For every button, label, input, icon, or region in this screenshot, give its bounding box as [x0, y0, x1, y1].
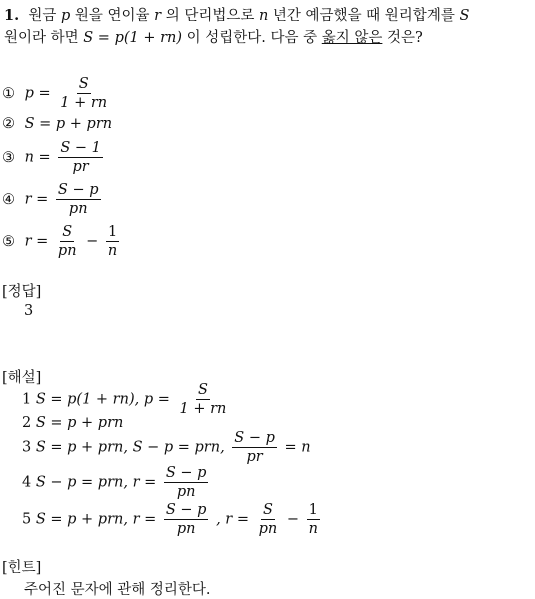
fraction-numerator: S − p: [234, 430, 275, 446]
fraction-numerator: S: [262, 502, 273, 518]
solution-line-number: 5: [22, 511, 32, 528]
fraction-numerator: S − 1: [60, 140, 101, 156]
choice-marker: ②: [2, 116, 15, 132]
solution-expression: = n: [284, 439, 311, 456]
fraction-denominator: n: [107, 243, 118, 259]
fraction-numerator: S: [78, 76, 89, 92]
underlined-phrase: 옳지 않은: [321, 30, 383, 46]
var-S: S: [459, 8, 470, 24]
fraction: [56, 182, 101, 217]
solution-line-1: [22, 382, 231, 417]
fraction-numerator: 1: [308, 502, 318, 518]
fraction-denominator: pn: [68, 201, 88, 217]
solution-expression: S = p + prn: [35, 415, 124, 431]
var-n: n: [258, 8, 269, 24]
question-text: 원금: [28, 8, 57, 24]
fraction: [56, 224, 79, 259]
solution-expression: S = p + prn, S − p = prn,: [35, 439, 225, 456]
fraction-denominator: pr: [246, 449, 263, 465]
fraction-numerator: S: [197, 382, 208, 398]
question-formula: S = p(1 + rn): [83, 30, 183, 46]
fraction-numerator: S − p: [165, 465, 207, 481]
answer-label: [정답]: [2, 284, 42, 300]
hint-label: [힌트]: [2, 560, 42, 576]
question-text: 원이라 하면: [4, 30, 79, 46]
question-text: 이 성립한다. 다음 중: [186, 30, 318, 46]
solution-line-number: 2: [22, 415, 32, 431]
solution-line-2: [22, 415, 123, 431]
fraction: [164, 465, 209, 500]
var-p: p: [60, 8, 71, 24]
choice-5: [2, 224, 122, 259]
choice-3: [2, 140, 106, 175]
answer-value: 3: [24, 303, 34, 319]
choice-marker: ④: [2, 191, 15, 208]
minus-sign: −: [86, 233, 99, 250]
fraction-denominator: pn: [176, 521, 196, 537]
minus-sign: −: [286, 511, 299, 528]
fraction-numerator: S − p: [165, 502, 207, 518]
solution-expression: S = p(1 + rn), p =: [35, 391, 170, 408]
question-line-1: [4, 4, 469, 25]
choice-2: [2, 116, 112, 132]
fraction-denominator: 1 + rn: [60, 95, 108, 111]
fraction-numerator: 1: [107, 224, 118, 240]
fraction: [164, 502, 209, 537]
choice-lhs: r =: [24, 191, 49, 208]
question-line-2: [4, 26, 423, 47]
solution-line-number: 3: [22, 439, 32, 456]
fraction: [257, 502, 280, 537]
question-text: 의 단리법으로: [165, 8, 255, 24]
fraction-denominator: n: [308, 521, 318, 537]
solution-label: [해설]: [2, 370, 42, 386]
fraction: [232, 430, 277, 465]
question-text: 것은?: [387, 30, 423, 46]
fraction: [177, 382, 228, 417]
solution-expression: , r =: [216, 511, 249, 528]
choice-marker: ⑤: [2, 233, 15, 250]
fraction: [58, 140, 103, 175]
fraction-denominator: pn: [176, 484, 196, 500]
solution-line-4: [22, 465, 211, 500]
solution-expression: S = p + prn, r =: [35, 511, 157, 528]
hint-text: 주어진 문자에 관해 정리한다.: [24, 582, 211, 598]
fraction-denominator: pn: [57, 243, 77, 259]
question-text: 원을 연이율: [74, 8, 150, 24]
fraction-numerator: S: [62, 224, 73, 240]
question-text: 년간 예금했을 때 원리합계를: [272, 8, 455, 24]
choice-lhs: p =: [24, 85, 51, 102]
solution-line-3: [22, 430, 311, 465]
var-r: r: [154, 8, 162, 24]
solution-line-number: 1: [22, 391, 32, 408]
fraction-denominator: pr: [72, 159, 89, 175]
fraction: [307, 502, 320, 537]
choice-expression: S = p + prn: [24, 116, 113, 132]
question-number: 1.: [4, 7, 20, 24]
solution-expression: S − p = prn, r =: [35, 474, 157, 491]
fraction: [106, 224, 119, 259]
fraction-numerator: S − p: [57, 182, 99, 198]
solution-line-number: 4: [22, 474, 32, 491]
fraction: [58, 76, 109, 111]
choice-1: [2, 76, 112, 111]
solution-line-5: [22, 502, 323, 537]
choice-marker: ①: [2, 85, 15, 102]
choice-4: [2, 182, 104, 217]
fraction-denominator: 1 + rn: [179, 401, 227, 417]
choice-lhs: r =: [24, 233, 49, 250]
fraction-denominator: pn: [258, 521, 278, 537]
choice-marker: ③: [2, 149, 15, 166]
choice-lhs: n =: [24, 149, 51, 166]
